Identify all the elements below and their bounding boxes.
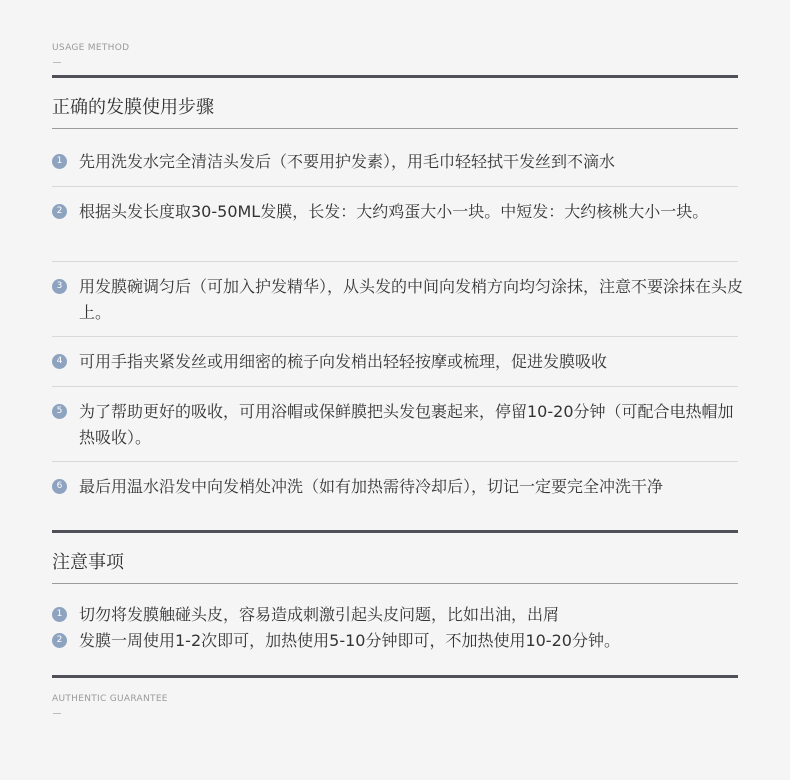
step-divider xyxy=(52,336,738,337)
authentic-guarantee-label: AUTHENTIC GUARANTEE xyxy=(52,694,168,704)
step-divider xyxy=(52,261,738,262)
notes-title-underline xyxy=(52,583,738,584)
note-number-badge: 2 xyxy=(52,633,67,648)
footer-dash xyxy=(53,713,61,714)
step-number-badge: 4 xyxy=(52,354,67,369)
usage-method-label: USAGE METHOD xyxy=(52,43,130,53)
note-item xyxy=(52,628,752,654)
section-rule-bottom xyxy=(52,675,738,678)
step-text: 最后用温水沿发中向发梢处冲洗（如有加热需待冷却后），切记一定要完全冲洗干净 xyxy=(79,477,664,496)
usage-step xyxy=(52,349,752,375)
note-text: 发膜一周使用1-2次即可，加热使用5-10分钟即可，不加热使用10-20分钟。 xyxy=(79,631,620,650)
note-text: 切勿将发膜触碰头皮，容易造成刺激引起头皮问题，比如出油，出屑 xyxy=(79,605,560,624)
step-number-badge: 2 xyxy=(52,204,67,219)
notes-section-title: 注意事项 xyxy=(52,552,124,573)
step-text: 根据头发长度取30-50ML发膜，长发：大约鸡蛋大小一块。中短发：大约核桃大小一块。 xyxy=(79,202,709,221)
step-number-badge: 1 xyxy=(52,154,67,169)
header-dash xyxy=(53,62,61,63)
step-text: 可用手指夹紧发丝或用细密的梳子向发梢出轻轻按摩或梳理，促进发膜吸收 xyxy=(79,352,608,371)
note-item xyxy=(52,602,752,628)
usage-step xyxy=(52,474,752,500)
step-number-badge: 3 xyxy=(52,279,67,294)
step-text: 用发膜碗调匀后（可加入护发精华），从头发的中间向发梢方向均匀涂抹，注意不要涂抹在头皮上。 xyxy=(79,277,744,322)
usage-step xyxy=(52,199,752,225)
step-number-badge: 5 xyxy=(52,404,67,419)
section-rule-middle xyxy=(52,530,738,533)
usage-section-title: 正确的发膜使用步骤 xyxy=(52,97,214,118)
usage-step xyxy=(52,149,752,175)
usage-title-underline xyxy=(52,128,738,129)
step-number-badge: 6 xyxy=(52,479,67,494)
usage-step xyxy=(52,399,752,451)
section-rule-top xyxy=(52,75,738,78)
step-text: 先用洗发水完全清洁头发后（不要用护发素），用毛巾轻轻拭干发丝到不滴水 xyxy=(79,152,616,171)
note-number-badge: 1 xyxy=(52,607,67,622)
step-divider xyxy=(52,461,738,462)
step-divider xyxy=(52,186,738,187)
usage-step xyxy=(52,274,752,326)
step-text: 为了帮助更好的吸收，可用浴帽或保鲜膜把头发包裹起来，停留10-20分钟（可配合电热帽加热吸收）。 xyxy=(79,402,734,447)
step-divider xyxy=(52,386,738,387)
